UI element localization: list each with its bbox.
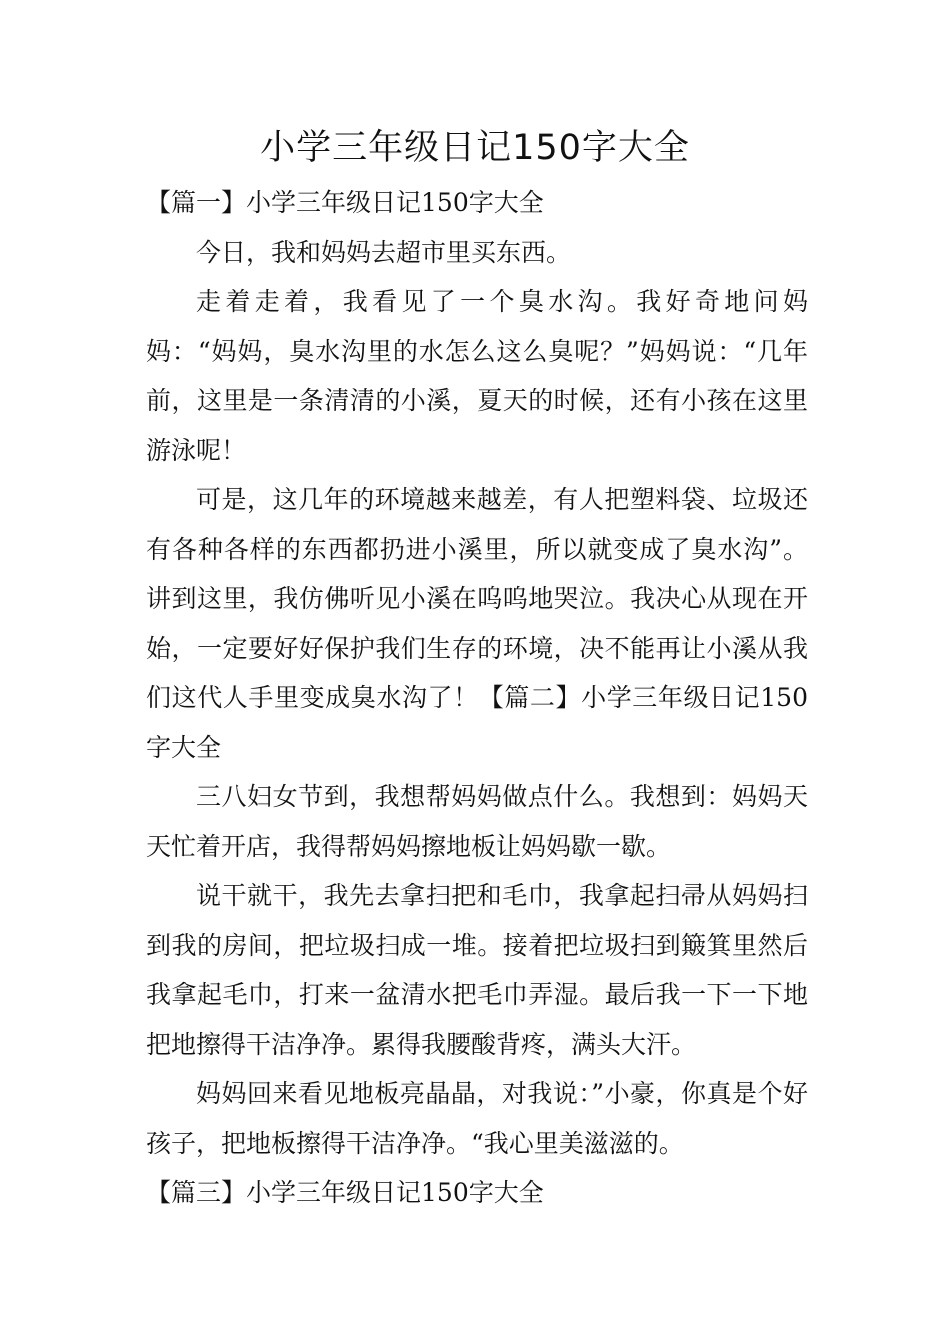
section-heading-3: 【篇三】小学三年级日记150字大全 [146,1178,544,1207]
paragraph: 可是，这几年的环境越来越差，有人把塑料袋、垃圾还有各种各样的东西都扔进小溪里，所以就变成了臭水沟”。讲到这里，我仿佛听见小溪在呜呜地哭泣。我决心从现在开始，一定要好好保护我们生存的环境，决不能再让小溪从我们这代人手里变成臭水沟了！【篇二】小学三年级日记150字大全 [146,485,808,762]
paragraph: 说干就干，我先去拿扫把和毛巾，我拿起扫帚从妈妈扫到我的房间，把垃圾扫成一堆。接着把垃圾扫到簸箕里然后我拿起毛巾，打来一盆清水把毛巾弄湿。最后我一下一下地把地擦得干洁净净。累得我腰酸背疼，满头大汗。 [146,881,808,1059]
document-body [146,178,808,1218]
paragraph: 今日，我和妈妈去超市里买东西。 [196,237,572,267]
paragraph: 妈妈回来看见地板亮晶晶，对我说：”小豪，你真是个好孩子，把地板擦得干洁净净。“我心里美滋滋的。 [146,1079,808,1158]
document-title: 小学三年级日记150字大全 [260,128,690,168]
paragraph: 三八妇女节到，我想帮妈妈做点什么。我想到：妈妈天天忙着开店，我得帮妈妈擦地板让妈妈歇一歇。 [146,782,808,861]
section-heading-1: 【篇一】小学三年级日记150字大全 [146,188,544,217]
paragraph: 走着走着，我看见了一个臭水沟。我好奇地问妈妈：“妈妈，臭水沟里的水怎么这么臭呢？”妈妈说：“几年前，这里是一条清清的小溪，夏天的时候，还有小孩在这里游泳呢！ [146,287,808,465]
